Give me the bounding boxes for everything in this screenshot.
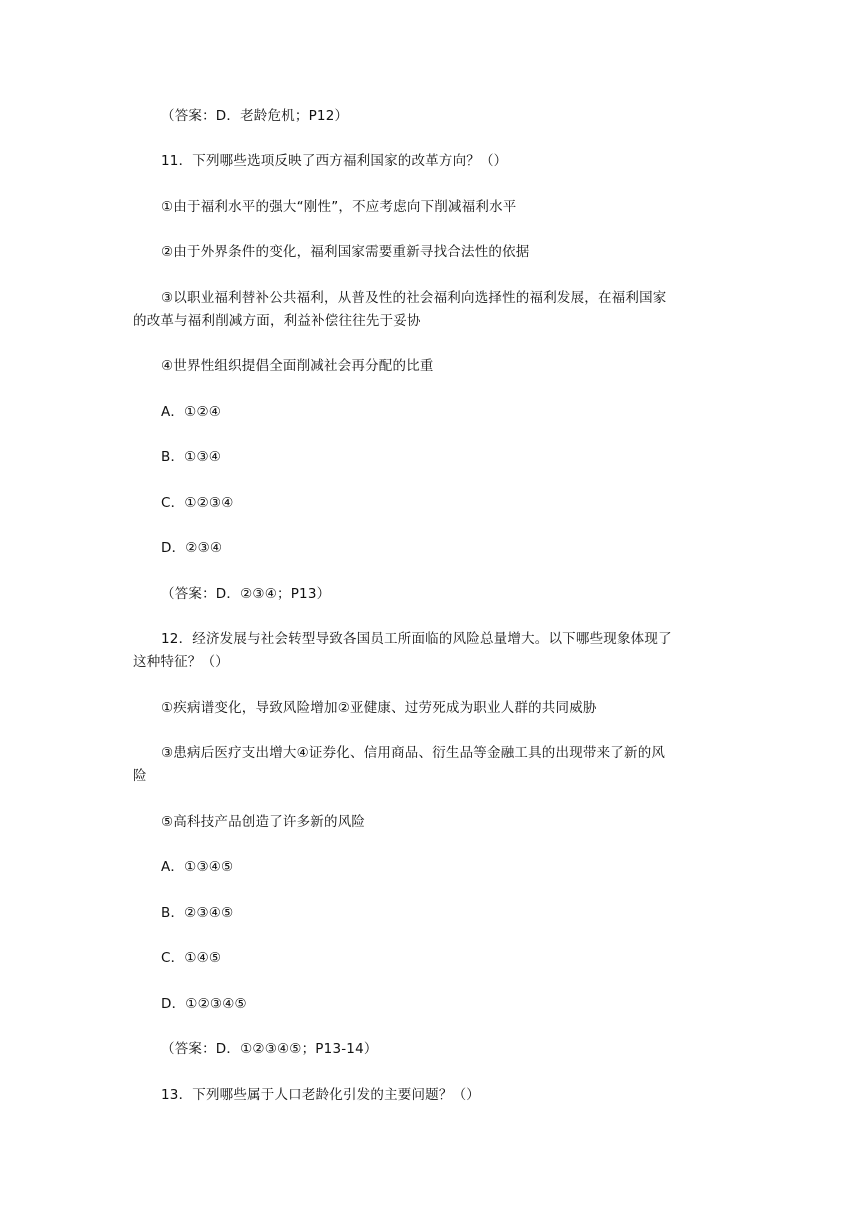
answer-line: （答案：D．②③④；P13） (161, 586, 331, 602)
option-d: D．①②③④⑤ (161, 996, 247, 1012)
question-13: 13．下列哪些属于人口老龄化引发的主要问题？（） (161, 1087, 480, 1103)
option-b: B．②③④⑤ (161, 905, 234, 921)
statement-line: ③以职业福利替补公共福利，从普及性的社会福利向选择性的福利发展，在福利国家 (161, 290, 667, 306)
option-c: C．①④⑤ (161, 950, 222, 966)
statement-line: ①疾病谱变化，导致风险增加②亚健康、过劳死成为职业人群的共同威胁 (161, 700, 597, 716)
option-a: A．①②④ (161, 404, 222, 420)
statement-line: ④世界性组织提倡全面削减社会再分配的比重 (161, 358, 434, 374)
option-d: D．②③④ (161, 540, 223, 556)
statement-line: ③患病后医疗支出增大④证券化、信用商品、衍生品等金融工具的出现带来了新的风 (161, 745, 666, 761)
statement-line: ⑤高科技产品创造了许多新的风险 (161, 814, 366, 830)
statement-line: ②由于外界条件的变化，福利国家需要重新寻找合法性的依据 (161, 244, 530, 260)
statement-line: ①由于福利水平的强大“刚性”，不应考虑向下削减福利水平 (161, 199, 517, 215)
question-12: 12．经济发展与社会转型导致各国员工所面临的风险总量增大。以下哪些现象体现了 (161, 631, 672, 647)
statement-line-continued: 的改革与福利削减方面，利益补偿往往先于妥协 (133, 313, 421, 329)
statement-line-continued: 险 (133, 768, 147, 784)
option-b: B．①③④ (161, 449, 222, 465)
answer-line: （答案：D．①②③④⑤；P13-14） (161, 1041, 378, 1057)
question-12-continued: 这种特征？（） (133, 654, 229, 670)
answer-line: （答案：D．老龄危机；P12） (161, 108, 349, 124)
option-c: C．①②③④ (161, 495, 234, 511)
option-a: A．①③④⑤ (161, 859, 234, 875)
question-11: 11．下列哪些选项反映了西方福利国家的改革方向？（） (161, 153, 508, 169)
